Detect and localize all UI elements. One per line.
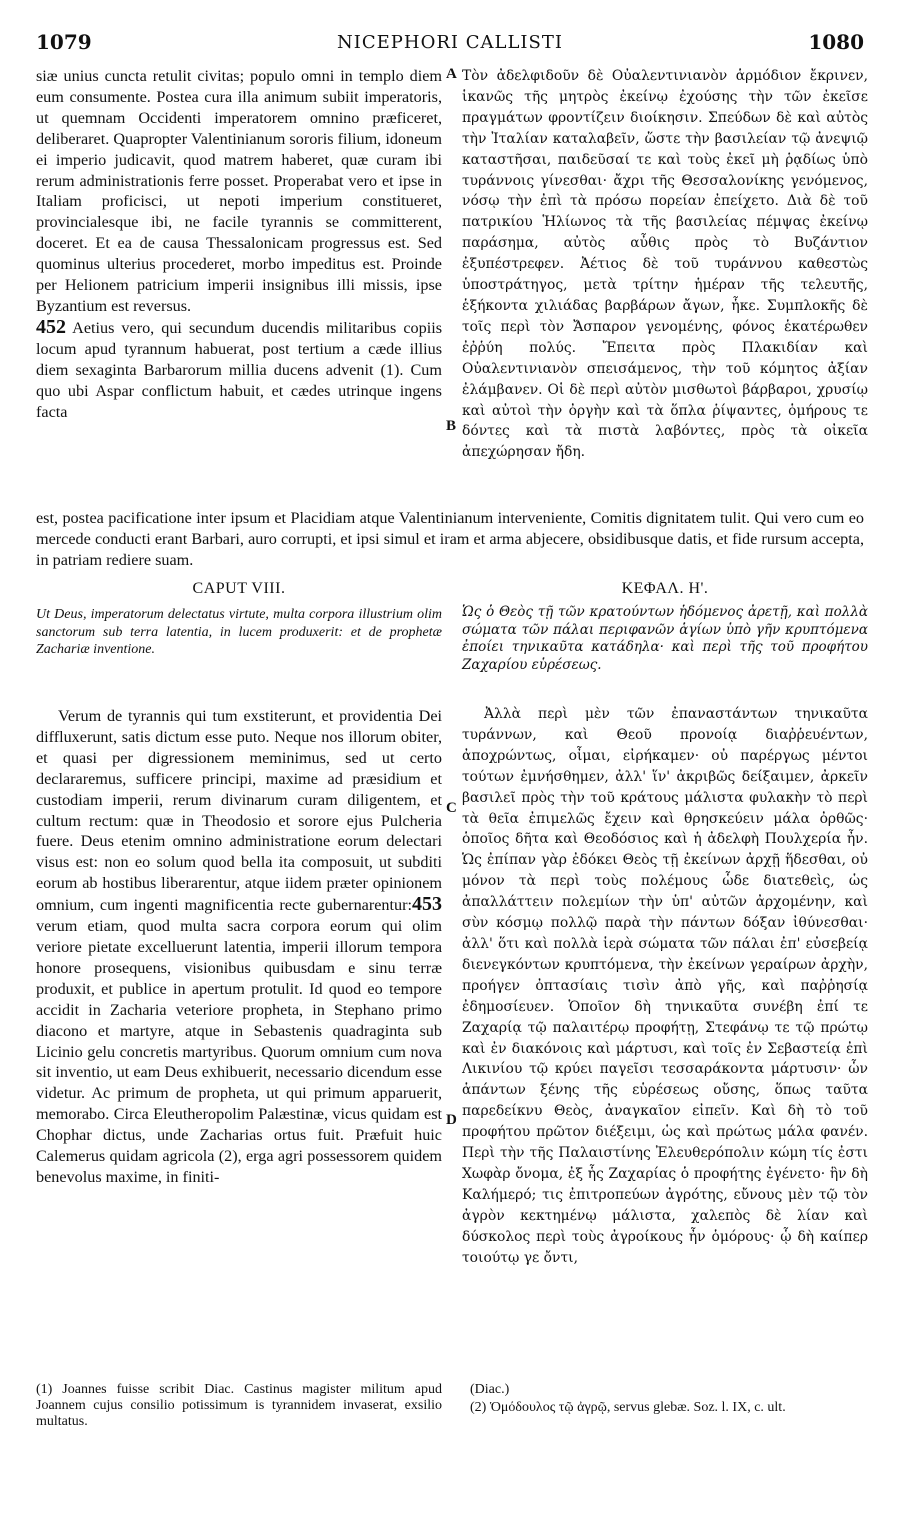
latin-paragraph: siæ unius cuncta retulit civitas; populo omni in templo diem eum consumente. Postea cura illa animum subiit imperatoris, ut quemnam Occidenti imperatorem omnino præficeret, deliberaret. Quapropter Valentinianum sororis filium, idoneum ei imperio judicavit, quod matrem haberet, quæ curam ibi rerum administrationis ferre posset. Properabat vero et ipse in Italiam proficisci, ut nepoti imperium constitueret, provincialesque ibi, ne facile tyrannis se committerent, doceret. Et ea de causa Thessalonicam progressus est. Sed quominus ulterius procederet, morbo impeditus est. Proinde per Helionem patricium imperii insignibus illi missis, ipse Byzantium est reversus. (36, 67, 442, 315)
greek-body-paragraph: Ἀλλὰ περὶ μὲν τῶν ἐπαναστάντων τηνικαῦτα τυράννων, καὶ Θεοῦ προνοίᾳ διαῤῥευέντων, ἀποχρώντως, οἶμαι, εἰρήκαμεν· οὐ παρέργως μέντοι τούτων ἐμνήσθημεν, ἀλλ' ἵν' ἀκριβῶς δείξαιμεν, ἀρκεῖν βασιλεῖ πρὸς τὴν τοῦ κράτους μάλιστα φυλακὴν τὸ περὶ τὰ θεῖα ἐπιμελῶς ἔχειν καὶ θρησκεύειν μάλα ὀρθῶς· ὁποῖος δῆτα καὶ Θεοδόσιος καὶ ἡ ἀδελφὴ Πουλχερία ἦν. Ὡς ἐπίπαν γὰρ ἐδόκει Θεὸς τῇ ἐκείνων ἀρχῇ ἥδεσθαι, οὐ μόνον τὰ περὶ τοὺς πολέμους ὧδε διατεθεὶς, ὡς ἀπαλλάττειν πολεμίων τὴν ὑπ' αὐτῶν ἀρχομένην, καὶ σὺν κόσμῳ πολλῷ παρὰ τὴν πάντων δόξαν ἰθύνεσθαι· ἀλλ' ὅτι καὶ πολλὰ ἱερὰ σώματα τῶν πάλαι ἐπ' εὐσεβείᾳ διενεγκόντων κρυπτόμενα, τὴν ἐκείνων γεραίρων ἀρχὴν, προήγεν ὀπτασίαις τισὶν ἀπὸ γῆς, καὶ παῤῥησίᾳ ἐδημοσίευεν. Ὁποῖον δὴ τηνικαῦτα συνέβη ἐπί τε Ζαχαρίᾳ τῷ παλαιτέρῳ προφήτῃ, Στεφάνῳ τε τῷ πρώτῳ καὶ ἐν διακόνοις καὶ μάρτυσι, καὶ τοῖς ἐν Σεβαστείᾳ ἐπὶ Λικινίου τῷ κρύει παγεῖσι τεσσαράκοντα μάρτυσιν· ὧν ἁπάντων ξένης τῆς εὑρέσεως οὔσης, ὅπως ταῦτα παρεδείκνυ Θεὸς, ἀναγκαῖον εἰπεῖν. Καὶ δὴ τὸ τοῦ προφήτου πρῶτον διέξειμι, ὡς καὶ πρώτως μάλα φανέν. Περὶ τὴν τῆς Παλαιστίνης Ἐλευθερόπολιν κώμη τίς ἐστι Χωφὰρ ὄνομα, ἐξ ἧς Ζαχαρίας ὁ προφήτης ἐγένετο· ἣν δὴ Καλήμερό; τις ἐπιτροπεύων ἀγρότης, εὔνους μὲν τῷ τὸν ἀγρὸν κεκτημένῳ μάλιστα, χαλεπὸς δὲ λίαν καὶ δύσκολος περὶ τοὺς ἀγροίκους ἦν ὁμόρους· ᾧ δὴ καίπερ τοιούτῳ γε ὄντι, (462, 706, 868, 1266)
latin-column-top (36, 66, 442, 422)
full-width-text: est, postea pacificatione inter ipsum et Placidiam atque Valentinianum interveniente, Comitis dignitatem tulit. Qui vero cum eo mercede conducti erant Barbari, auro corrupti, et ipsi simul et iram et arma abjecere, obsidibusque datis, et fide rursum accepta, in patriam rediere suam. (36, 509, 864, 569)
greek-column-top (462, 66, 868, 463)
running-title: NICEPHORI CALLISTI (337, 32, 563, 53)
running-header (36, 30, 864, 60)
latin-chapter-title: CAPUT VIII. (192, 580, 286, 597)
greek-column-body (462, 704, 868, 1268)
latin-chapter-summary: Ut Deus, imperatorum delectatus virtute, multa corpora illustrium olim sanctorum sub terra latentia, in lucem produxerit: et de prophetæ Zachariæ inventione. (36, 607, 442, 657)
latin-body-text-2: verum etiam, quod multa sacra corpora eorum qui olim veriore pietate excelluerunt latentia, imperii illorum tempora honore prosequens, visionibus quibusdam e sinu terræ produxit, et publice in apertum protulit. Id quod eo tempore accidit in Zacharia veteriore propheta, in Stephano primo diacono et martyre, atque in Sebastenis quadraginta sub Licinio gelu concretis martyribus. Quorum omnium cum nova sit inventio, ut eam Deus exhibuerit, necessario dicendum esse videtur. Ac primum de propheta, ut qui primum apparuerit, memorabo. Circa Eleutheropolim Palæstinæ, vicus quidam est Chophar dictus, unde Zacharias ortus fuit. Præfuit huic Calemerus quidam agricola (2), erga agri possessorem quidem benevolus maxime, in finiti- (36, 917, 442, 1186)
greek-footnote-1: (Diac.) (470, 1382, 510, 1397)
latin-paragraph-2 (36, 317, 442, 423)
latin-body-paragraph (36, 706, 442, 1188)
latin-body-text-1: Verum de tyrannis qui tum exstiterunt, et providentia Dei diffluxerunt, satis dictum esse puto. Neque nos illorum obiter, et quasi per digressionem meminimus, sed ut certo declararemus, sufficere principi, maxime ad præsidium et custodiam imperii, rerum divinarum curam diligentem, et cultum rectum: quæ in Theodosio et sorore ejus Pulcheria fuere. Deus etenim omnino administratione eorum delectari visus est: non eo solum quod bella ita composuit, ut subditi eorum ab hostibus liberarentur, atque iidem præter opinionem omnium, cum ingenti magnificentia recte gubernarentur: (36, 707, 442, 915)
latin-footnote: (1) Joannes fuisse scribit Diac. Castinus magister militum apud Joannem cujus consilio potissimum is tyrannidem invaserat, exsilio multatus. (36, 1382, 442, 1429)
greek-paragraph: Τὸν ἀδελφιδοῦν δὲ Οὐαλεντινιανὸν ἁρμόδιον ἔκρινεν, ἱκανῶς τῆς μητρὸς ἐκείνῳ ἐχούσης τὴν τῶν ἐκεῖσε πραγμάτων φροντίζειν διοίκησιν. Σπεύδων δὲ καὶ αὐτὸς τὴν Ἰταλίαν καταλαβεῖν, ὥστε τὴν βασιλείαν τῷ ἀνεψιῷ καταστῆσαι, παιδεῦσαί τε καὶ τοὺς ἐκεῖ μὴ ῥᾳδίως ὑπὸ τυράννοις γίνεσθαι· ἄχρι τῆς Θεσσαλονίκης γενόμενος, νόσῳ τὴν ἐπὶ τὰ πρόσω πορείαν ἐπείχετο. Διὰ δὲ τοῦ πατρικίου Ἡλίωνος τὰ τῆς βασιλείας πέμψας ἐκείνῳ παράσημα, αὐτὸς αὖθις πρὸς τὸ Βυζάντιον ἐξυπέστρεφεν. Ἀέτιος δὲ τοῦ τυράννου καθεστὼς ὑποστράτηγος, μετὰ τρίτην ἡμέραν τῆς τελευτῆς, ἑξήκοντα χιλιάδας βαρβάρων ἄγων, ἧκε. Συμπλοκῆς δὲ τοῖς περὶ τὸν Ἄσπαρον γενομένης, φόνος ἑκατέρωθεν ἐῤῥύη πολύς. Ἔπειτα πρὸς Πλακιδίαν καὶ Οὐαλεντινιανὸν σπεισάμενος, τὴν τοῦ κόμητος ἀξίαν ἐλάμβανεν. Οἱ δὲ περὶ αὐτὸν μισθωτοὶ βάρβαροι, χρυσίῳ καὶ αὐτοὶ τὴν ὀργὴν καὶ τὰ ὅπλα ῥίψαντες, ὁμήρους τε δόντες καὶ τὰ πιστὰ λαβόντες, πρὸς τὰ οἰκεῖα ἀπεχώρησαν ἤδη. (462, 68, 868, 461)
margin-number-453: 453 (412, 893, 442, 916)
right-page-number: 1080 (808, 30, 864, 54)
margin-letter-d: D (446, 1112, 457, 1128)
margin-letter-b: B (446, 418, 457, 434)
greek-chapter-title: ΚΕΦΑΛ. Η'. (621, 580, 709, 597)
margin-letter-a: A (446, 66, 457, 82)
greek-footnote-2: (2) Ὁμόδουλος τῷ ἀγρῷ, servus glebæ. Soz. l. IX, c. ult. (470, 1400, 786, 1415)
latin-paragraph-text: Aetius vero, qui secundum ducendis militaribus copiis locum apud tyrannum habuerat, post tertium a cæde illius diem sexaginta Barbarorum millia ducens advenit (1). Cum quo ubi Aspar conflictum habuit, et cædes utrinque ingens facta (36, 318, 442, 421)
left-page-number: 1079 (36, 30, 92, 54)
margin-number: 452 (36, 315, 66, 338)
latin-column-body (36, 706, 442, 1188)
greek-chapter-summary: Ὡς ὁ Θεὸς τῇ τῶν κρατούντων ἡδόμενος ἀρετῇ, καὶ πολλὰ σώματα τῶν πάλαι περιφανῶν ἁγίων ὑπὸ γῆν κρυπτόμενα ἐποίει τηνικαῦτα κατάδηλα· καὶ περὶ τῆς τοῦ προφήτου Ζαχαρίου εὑρέσεως. (462, 604, 868, 673)
margin-letter-c: C (446, 800, 457, 816)
